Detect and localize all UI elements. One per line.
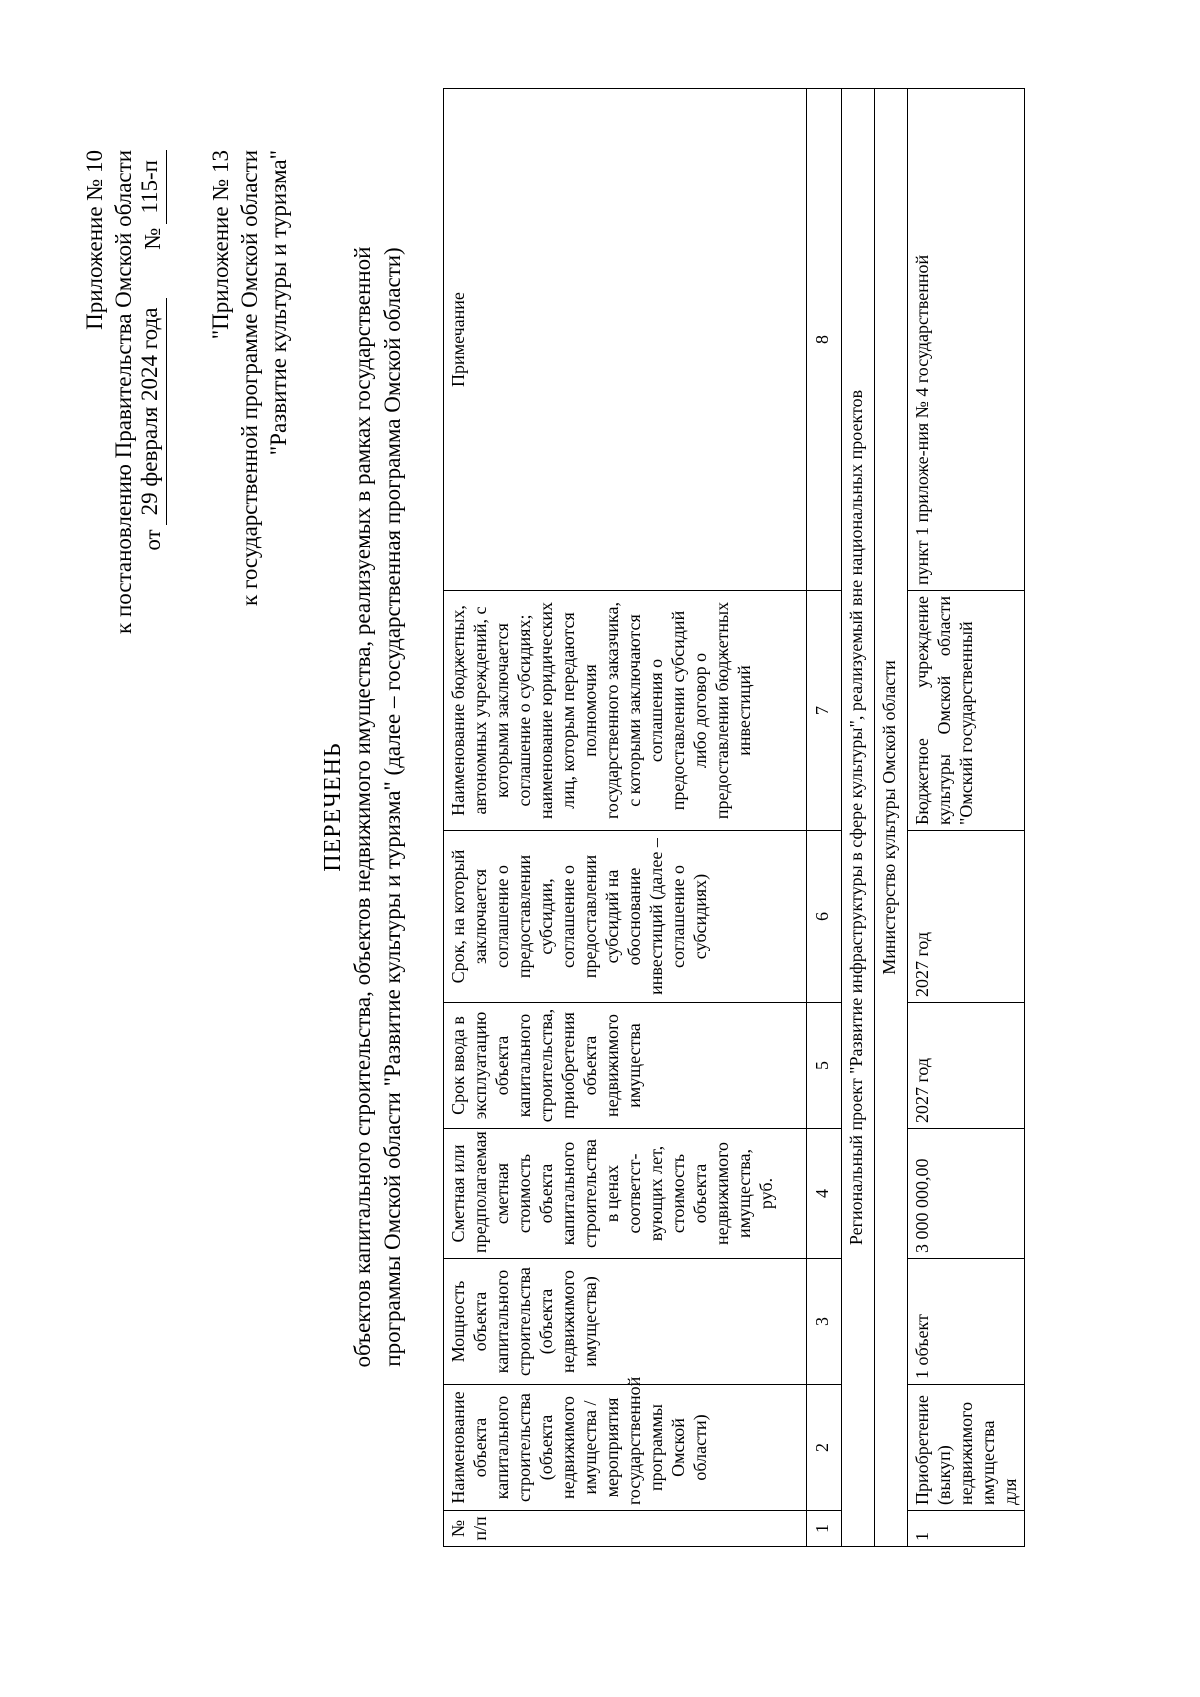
program-appendix-name: "Развитие культуры и туризма" bbox=[266, 150, 291, 456]
title-line-2: программы Омской области "Развитие культуры и туризма" (далее – государственная программа Омской области) bbox=[380, 247, 405, 1367]
document-title bbox=[318, 97, 408, 1517]
resolution-date: 29 февраля 2024 года bbox=[138, 298, 167, 526]
title-line-1: объектов капитального строительства, объектов недвижимого имущества, реализуемых в рамках государственной bbox=[350, 246, 375, 1368]
table-header-row bbox=[444, 89, 807, 1547]
objects-table bbox=[443, 88, 1025, 1547]
column-number: 6 bbox=[807, 831, 842, 1003]
header-cell-capacity: Мощность объекта капитального строительства (объекта недвижимого имущества) bbox=[444, 1259, 807, 1385]
header-cell-name: Наименование объекта капитального строительства (объекта недвижимого имущества / мероприятия государственной программы Омской области) bbox=[444, 1385, 807, 1511]
appendix-resolution: к постановлению Правительства Омской области bbox=[111, 150, 136, 634]
program-appendix-header bbox=[206, 150, 293, 606]
header-cell-cost: Сметная или предполагаемая сметная стоимость объекта капитального строительства в ценах соответст-вующих лет, стоимость объекта недвижимого имущества, руб. bbox=[444, 1129, 807, 1259]
column-number: 2 bbox=[807, 1385, 842, 1511]
column-number: 1 bbox=[807, 1511, 842, 1547]
agreement-year: 2027 год bbox=[908, 831, 1025, 1003]
header-cell-note: Примечание bbox=[444, 89, 807, 591]
institution-name: Бюджетное учреждение культуры Омской области "Омский государственный bbox=[908, 591, 1025, 831]
column-number: 7 bbox=[807, 591, 842, 831]
column-number: 3 bbox=[807, 1259, 842, 1385]
header-cell-agreement-term: Срок, на который заключается соглашение о предоставлении субсидии, соглашение о предоставлении субсидий на обоснование инвестиций (далее – соглашение о субсидиях) bbox=[444, 831, 807, 1003]
program-appendix-title: "Приложение № 13 bbox=[208, 150, 233, 340]
header-cell-num: № п/п bbox=[444, 1511, 807, 1547]
object-name: Приобретение (выкуп) недвижимого имущества для bbox=[908, 1385, 1025, 1511]
title-heading: ПЕРЕЧЕНЬ bbox=[320, 742, 346, 872]
regional-project-row bbox=[842, 89, 875, 1547]
commission-year: 2027 год bbox=[908, 1003, 1025, 1129]
appendix-header bbox=[80, 150, 167, 634]
column-number: 8 bbox=[807, 89, 842, 591]
appendix-title: Приложение № 10 bbox=[82, 150, 107, 330]
row-note: пункт 1 приложе-ния № 4 государственной bbox=[908, 89, 1025, 591]
column-number-row bbox=[807, 89, 842, 1547]
column-number: 5 bbox=[807, 1003, 842, 1129]
resolution-number: 115-п bbox=[138, 150, 167, 224]
object-cost: 3 000 000,00 bbox=[908, 1129, 1025, 1259]
regional-project-title: Региональный проект "Развитие инфраструктуры в сфере культуры", реализуемый вне национальных проектов bbox=[842, 89, 875, 1547]
program-appendix-ref: к государственной программе Омской области bbox=[237, 150, 262, 606]
object-capacity: 1 объект bbox=[908, 1259, 1025, 1385]
header-cell-commission: Срок ввода в эксплуатацию объекта капитального строительства, приобретения объекта недвижимого имущества bbox=[444, 1003, 807, 1129]
ministry-title: Министерство культуры Омской области bbox=[875, 89, 908, 1547]
appendix-signature-line bbox=[138, 150, 167, 551]
number-label: № bbox=[140, 227, 165, 250]
from-label: от bbox=[140, 529, 165, 551]
ministry-row bbox=[875, 89, 908, 1547]
table-row bbox=[908, 89, 1025, 1547]
column-number: 4 bbox=[807, 1129, 842, 1259]
row-number: 1 bbox=[908, 1511, 1025, 1547]
header-cell-institution: Наименование бюджетных, автономных учреждений, с которыми заключается соглашение о субсидиях; наименование юридических лиц, которым передаются полномочия государственного заказчика, с которыми заключаются соглашения о предоставлении субсидий либо договор о предоставлении бюджетных инвестиций bbox=[444, 591, 807, 831]
